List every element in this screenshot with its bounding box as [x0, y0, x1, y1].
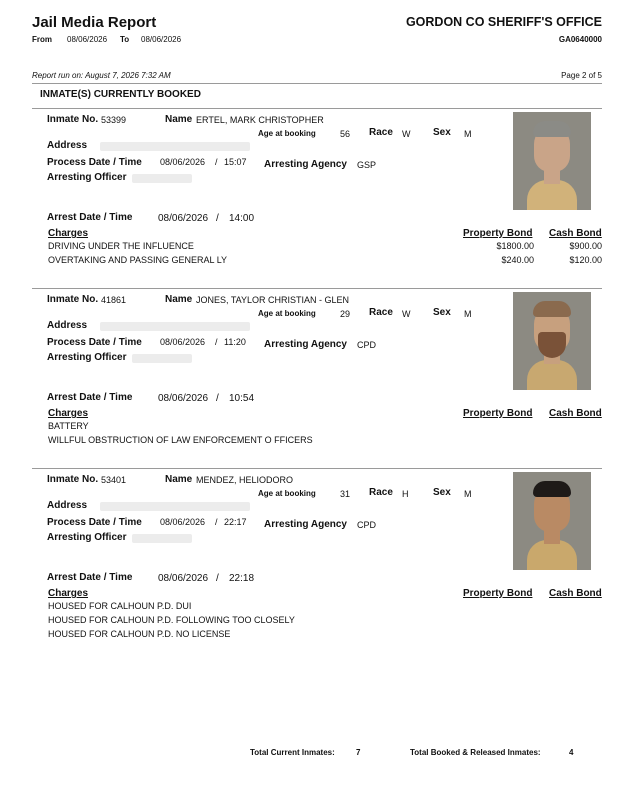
agency-value: GSP: [357, 160, 377, 170]
cash-bond-label: Cash Bond: [549, 408, 602, 419]
cash-bond-label: Cash Bond: [549, 228, 602, 239]
name-label: Name: [165, 474, 193, 485]
beard-shape: [538, 332, 566, 358]
redacted-officer: [132, 534, 192, 543]
age-value: 29: [340, 309, 351, 319]
charge-description: HOUSED FOR CALHOUN P.D. NO LICENSE: [48, 629, 231, 639]
inmate-photo: [513, 292, 591, 390]
divider: [32, 108, 602, 109]
address-label: Address: [47, 320, 88, 331]
slash: /: [215, 157, 218, 167]
inmate-photo: [513, 472, 591, 570]
arrest-label: Arrest Date / Time: [47, 572, 133, 583]
redacted-address: [100, 322, 250, 331]
hair-shape: [533, 121, 571, 137]
cash-bond-amount: $120.00: [569, 255, 602, 265]
sex-value: M: [464, 309, 472, 319]
age-label: Age at booking: [258, 309, 316, 318]
divider: [32, 468, 602, 469]
hair-shape: [533, 301, 571, 317]
arrest-time: 14:00: [229, 213, 255, 224]
property-bond-amount: $1800.00: [496, 241, 534, 251]
agency-value: CPD: [357, 340, 377, 350]
process-time: 15:07: [224, 157, 247, 167]
charge-description: HOUSED FOR CALHOUN P.D. FOLLOWING TOO CLOSELY: [48, 615, 295, 625]
sex-label: Sex: [433, 307, 451, 318]
officer-label: Arresting Officer: [47, 172, 127, 183]
charge-description: WILLFUL OBSTRUCTION OF LAW ENFORCEMENT O FFICERS: [48, 435, 313, 445]
process-date: 08/06/2026: [160, 517, 206, 527]
name-label: Name: [165, 114, 193, 125]
process-date: 08/06/2026: [160, 337, 206, 347]
arrest-date: 08/06/2026: [158, 393, 209, 404]
inmate-number: 41861: [101, 295, 127, 305]
inmate-number: 53399: [101, 115, 127, 125]
sex-label: Sex: [433, 127, 451, 138]
from-label: From: [32, 35, 52, 44]
slash: /: [215, 337, 218, 347]
inmate-name: MENDEZ, HELIODORO: [196, 475, 294, 485]
divider: [32, 288, 602, 289]
address-label: Address: [47, 500, 88, 511]
process-label: Process Date / Time: [47, 157, 142, 168]
property-bond-label: Property Bond: [463, 408, 533, 419]
redacted-officer: [132, 174, 192, 183]
sex-value: M: [464, 489, 472, 499]
charge-description: DRIVING UNDER THE INFLUENCE: [48, 241, 194, 251]
slash: /: [216, 213, 219, 224]
to-date: 08/06/2026: [141, 35, 182, 44]
redacted-officer: [132, 354, 192, 363]
race-label: Race: [369, 487, 393, 498]
cash-bond-amount: $900.00: [569, 241, 602, 251]
name-label: Name: [165, 294, 193, 305]
process-time: 22:17: [224, 517, 247, 527]
age-value: 31: [340, 489, 351, 499]
cash-bond-label: Cash Bond: [549, 588, 602, 599]
arrest-date: 08/06/2026: [158, 213, 209, 224]
inmate-no-label: Inmate No.: [47, 114, 99, 125]
redacted-address: [100, 502, 250, 511]
age-label: Age at booking: [258, 489, 316, 498]
property-bond-label: Property Bond: [463, 228, 533, 239]
charges-label: Charges: [48, 228, 89, 239]
section-title: INMATE(S) CURRENTLY BOOKED: [40, 89, 201, 100]
hair-shape: [533, 481, 571, 497]
sex-value: M: [464, 129, 472, 139]
property-bond-amount: $240.00: [501, 255, 534, 265]
report-run-on: Report run on: August 7, 2026 7:32 AM: [32, 71, 171, 80]
arrest-label: Arrest Date / Time: [47, 212, 133, 223]
inmate-no-label: Inmate No.: [47, 294, 99, 305]
race-value: W: [402, 129, 411, 139]
redacted-address: [100, 142, 250, 151]
agency-value: CPD: [357, 520, 377, 530]
agency-name: GORDON CO SHERIFF'S OFFICE: [405, 15, 602, 29]
charge-description: OVERTAKING AND PASSING GENERAL LY: [48, 255, 228, 265]
report-title: Jail Media Report: [32, 14, 157, 31]
age-label: Age at booking: [258, 129, 316, 138]
arrest-time: 10:54: [229, 393, 255, 404]
shirt-shape: [527, 180, 577, 210]
agency-label: Arresting Agency: [264, 339, 347, 350]
arrest-label: Arrest Date / Time: [47, 392, 133, 403]
arrest-time: 22:18: [229, 573, 255, 584]
process-date: 08/06/2026: [160, 157, 206, 167]
agency-ori: GA0640000: [558, 35, 602, 44]
inmate-name: ERTEL, MARK CHRISTOPHER: [196, 115, 324, 125]
total-current-label: Total Current Inmates:: [250, 748, 335, 757]
property-bond-label: Property Bond: [463, 588, 533, 599]
race-value: W: [402, 309, 411, 319]
race-label: Race: [369, 307, 393, 318]
shirt-shape: [527, 540, 577, 570]
race-label: Race: [369, 127, 393, 138]
inmate-no-label: Inmate No.: [47, 474, 99, 485]
agency-label: Arresting Agency: [264, 159, 347, 170]
charge-description: BATTERY: [48, 421, 89, 431]
charges-label: Charges: [48, 588, 89, 599]
agency-label: Arresting Agency: [264, 519, 347, 530]
inmate-photo: [513, 112, 591, 210]
slash: /: [215, 517, 218, 527]
race-value: H: [402, 489, 409, 499]
charge-description: HOUSED FOR CALHOUN P.D. DUI: [48, 601, 192, 611]
inmate-number: 53401: [101, 475, 127, 485]
officer-label: Arresting Officer: [47, 352, 127, 363]
age-value: 56: [340, 129, 351, 139]
officer-label: Arresting Officer: [47, 532, 127, 543]
from-date: 08/06/2026: [67, 35, 108, 44]
slash: /: [216, 573, 219, 584]
charges-label: Charges: [48, 408, 89, 419]
process-label: Process Date / Time: [47, 517, 142, 528]
total-booked-label: Total Booked & Released Inmates:: [410, 748, 541, 757]
divider: [32, 83, 602, 84]
arrest-date: 08/06/2026: [158, 573, 209, 584]
inmate-name: JONES, TAYLOR CHRISTIAN - GLEN: [196, 295, 350, 305]
address-label: Address: [47, 140, 88, 151]
total-booked-value: 4: [569, 748, 574, 757]
total-current-value: 7: [356, 748, 361, 757]
page-number: Page 2 of 5: [561, 71, 602, 80]
process-label: Process Date / Time: [47, 337, 142, 348]
sex-label: Sex: [433, 487, 451, 498]
to-label: To: [120, 35, 130, 44]
slash: /: [216, 393, 219, 404]
shirt-shape: [527, 360, 577, 390]
process-time: 11:20: [224, 337, 246, 347]
